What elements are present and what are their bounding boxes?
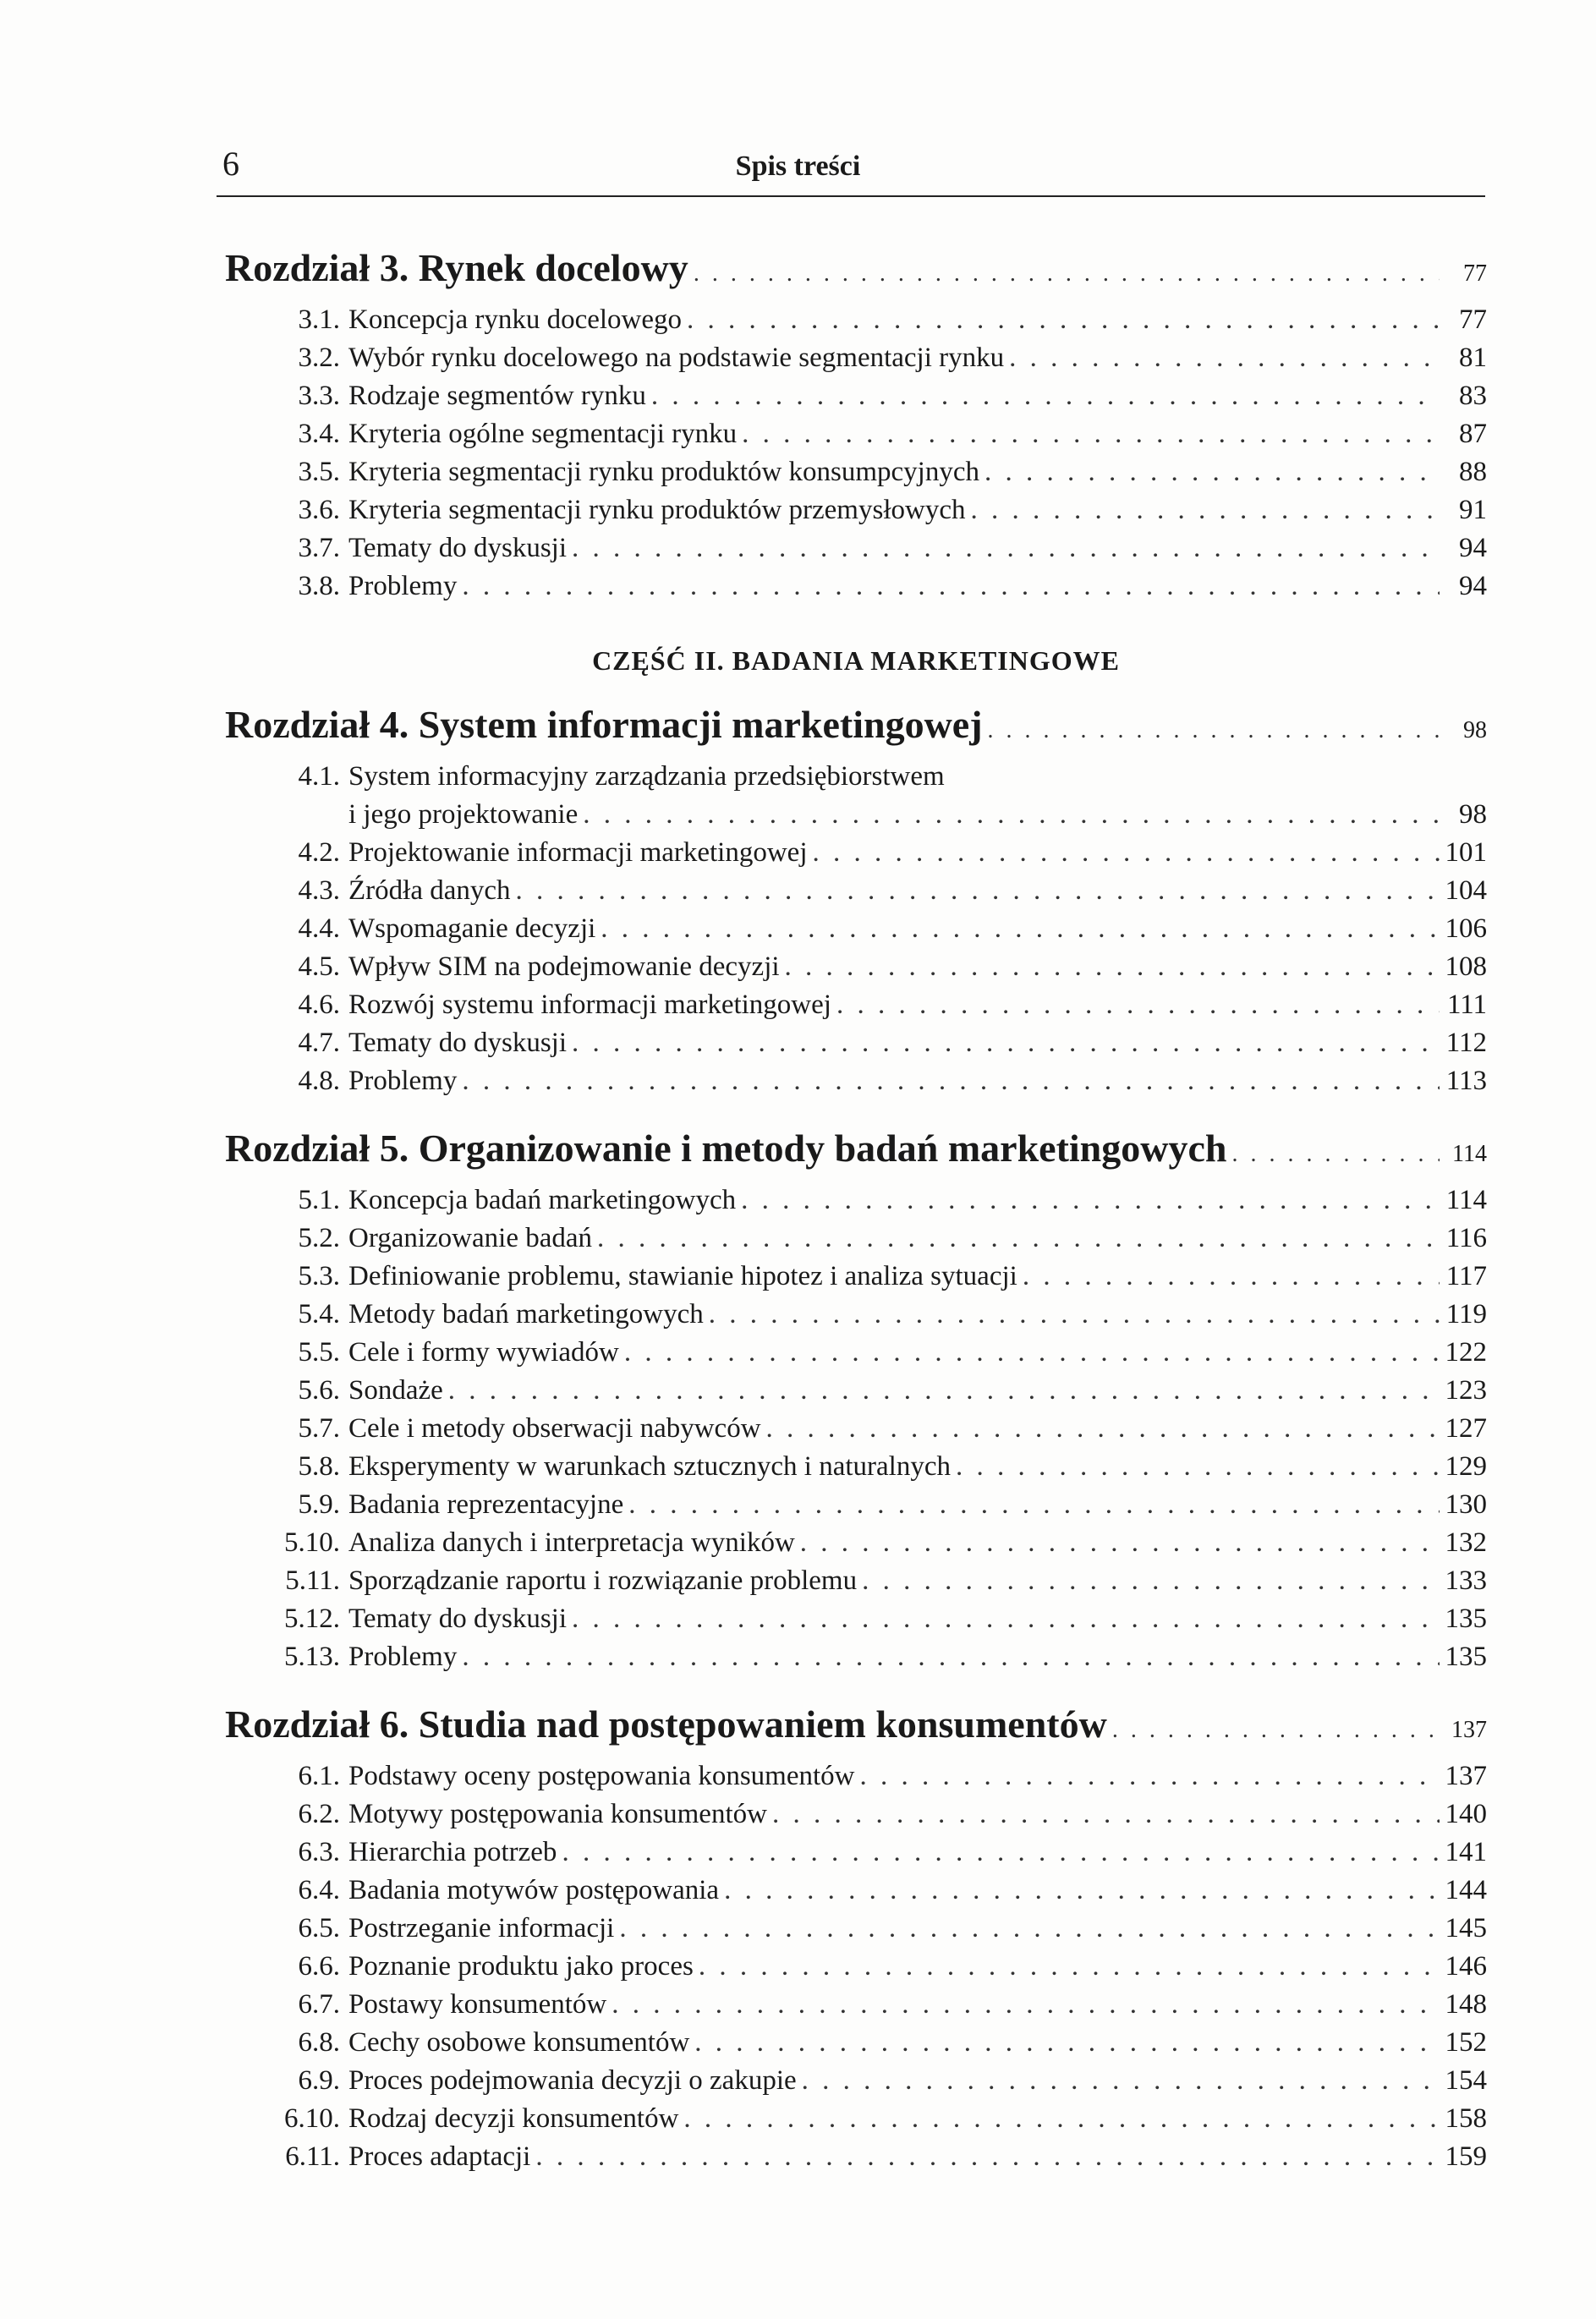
toc-entry [225,2141,1487,2179]
entry-title: Hierarchia potrzeb [348,1837,557,1867]
dot-leader [572,1028,1440,1059]
toc-entry [225,1951,1487,1989]
entry-title: Eksperymenty w warunkach sztucznych i naturalnych [348,1451,951,1482]
toc-entry [225,990,1487,1028]
entry-page: 94 [1459,533,1487,563]
entry-page: 106 [1445,913,1487,944]
dot-leader [802,2065,1440,2097]
entry-number: 5.2. [298,1223,340,1253]
entry-page: 158 [1445,2103,1487,2134]
entry-number: 5.10. [284,1527,340,1558]
toc-entry [225,1761,1487,1799]
entry-number: 4.8. [298,1066,340,1096]
entry-title: Proces adaptacji [348,2141,531,2172]
entry-title: Proces podejmowania decyzji o zakupie [348,2065,797,2096]
dot-leader [535,2141,1440,2173]
entry-number: 3.3. [298,381,340,411]
entry-title: Definiowanie problemu, stawianie hipotez i analiza sytuacji [348,1261,1017,1291]
entry-page: 130 [1445,1489,1487,1520]
entry-title: Tematy do dyskusji [348,1028,568,1058]
dot-leader [772,1799,1440,1830]
entry-page: 117 [1445,1261,1487,1291]
entry-number: 4.2. [298,837,340,868]
entry-page: 148 [1445,1989,1487,2020]
toc-entry [225,1799,1487,1837]
entry-number: 6.6. [298,1951,340,1982]
entry-number: 3.8. [298,571,340,601]
entry-number: 3.2. [298,343,340,373]
entry-page: 112 [1445,1028,1487,1058]
chapter-page: 114 [1452,1141,1487,1167]
chapter-title: Rozdział 6. Studia nad postępowaniem konsumentów [225,1702,1107,1746]
dot-leader [1009,343,1440,374]
entry-number: 6.11. [285,2141,340,2172]
entry-page: 91 [1459,495,1487,525]
table-of-contents [225,245,1487,2201]
toc-entry [225,2065,1487,2103]
entry-number: 6.3. [298,1837,340,1867]
entry-number: 5.5. [298,1337,340,1368]
toc-entry [225,951,1487,990]
entry-title: Sondaże [348,1375,443,1406]
toc-entry [225,1565,1487,1604]
dot-leader [624,1337,1440,1368]
toc-entry [225,1185,1487,1223]
toc-entry [225,381,1487,419]
dot-leader [572,1604,1440,1635]
chapter-5-block [225,1126,1487,1680]
toc-entry [225,343,1487,381]
entry-page: 94 [1459,571,1487,601]
entry-title: Kryteria ogólne segmentacji rynku [348,419,738,449]
entry-number: 5.1. [298,1185,340,1215]
entry-page: 135 [1445,1642,1487,1672]
entry-page: 114 [1445,1185,1487,1215]
dot-leader [597,1223,1440,1254]
dot-leader [462,571,1440,602]
entry-number: 6.10. [284,2103,340,2134]
entry-page: 133 [1445,1565,1487,1596]
dot-leader [448,1375,1440,1406]
entry-title: Rodzaj decyzji konsumentów [348,2103,679,2134]
dot-leader [742,419,1440,450]
header-rule [217,195,1485,197]
chapter-page: 77 [1463,260,1487,287]
dot-leader [1112,1717,1440,1744]
dot-leader [813,837,1440,869]
entry-title: Wybór rynku docelowego na podstawie segmentacji rynku [348,343,1005,373]
dot-leader [699,1951,1440,1982]
entry-page: 140 [1445,1799,1487,1829]
entry-title: Wspomaganie decyzji [348,913,596,944]
entry-number: 4.1. [298,761,340,792]
dot-leader [1023,1261,1440,1292]
entry-title: Rozwój systemu informacji marketingowej [348,990,831,1020]
toc-entry [225,913,1487,951]
entry-title: Problemy [348,571,458,601]
entry-page: 152 [1445,2027,1487,2058]
entry-page: 137 [1445,1761,1487,1791]
entry-number: 5.8. [298,1451,340,1482]
entry-page: 154 [1445,2065,1487,2096]
entry-page: 104 [1445,875,1487,906]
entry-number: 3.4. [298,419,340,449]
entry-title: Badania motywów postępowania [348,1875,720,1905]
dot-leader [683,2103,1440,2135]
entry-number: 3.1. [298,304,340,335]
entry-page: 123 [1445,1375,1487,1406]
entry-number: 5.3. [298,1261,340,1291]
entry-title: Analiza danych i interpretacja wyników [348,1527,795,1558]
entry-number: 5.6. [298,1375,340,1406]
entry-number: 5.9. [298,1489,340,1520]
entry-number: 6.2. [298,1799,340,1829]
entry-page: 77 [1459,304,1487,335]
dot-leader [694,260,1440,288]
running-title: Spis treści [735,151,861,182]
dot-leader [836,990,1440,1021]
entry-title: Sporządzanie raportu i rozwiązanie problemu [348,1565,858,1596]
entry-page: 98 [1459,799,1487,830]
entry-number: 4.6. [298,990,340,1020]
entry-page: 127 [1445,1413,1487,1444]
dot-leader [800,1527,1440,1559]
toc-entry [225,1604,1487,1642]
entry-page: 81 [1459,343,1487,373]
entry-number: 5.7. [298,1413,340,1444]
entry-page: 87 [1459,419,1487,449]
chapter-heading [225,1126,1487,1170]
entry-title: Koncepcja badań marketingowych [348,1185,737,1215]
page-number: 6 [222,145,239,183]
toc-entry-continuation [225,799,1487,837]
dot-leader [562,1837,1440,1868]
entry-page: 101 [1445,837,1487,868]
chapter-title: Rozdział 5. Organizowanie i metody badań marketingowych [225,1127,1227,1170]
entry-number: 4.4. [298,913,340,944]
entry-page: 144 [1445,1875,1487,1905]
toc-entry [225,457,1487,495]
dot-leader [956,1451,1440,1483]
toc-entry [225,1875,1487,1913]
toc-entry [225,419,1487,457]
dot-leader [984,457,1440,488]
toc-entry [225,1066,1487,1104]
entry-page: 146 [1445,1951,1487,1982]
entry-page: 141 [1445,1837,1487,1867]
dot-leader [516,875,1440,907]
toc-entry [225,571,1487,609]
entry-title: Cele i metody obserwacji nabywców [348,1413,761,1444]
toc-entry [225,1261,1487,1299]
entry-number: 5.12. [284,1604,340,1634]
entry-title: Cechy osobowe konsumentów [348,2027,690,2058]
entry-title: Postawy konsumentów [348,1989,607,2020]
dot-leader [860,1761,1440,1792]
entry-page: 135 [1445,1604,1487,1634]
toc-entry [225,495,1487,533]
entry-title: Postrzeganie informacji [348,1913,615,1943]
entry-title: Rodzaje segmentów rynku [348,381,646,411]
entry-number: 5.13. [284,1642,340,1672]
entry-number: 3.5. [298,457,340,487]
entry-title: Kryteria segmentacji rynku produktów konsumpcyjnych [348,457,979,487]
toc-entry [225,533,1487,571]
chapter-6-block [225,1702,1487,2179]
entry-number: 5.11. [285,1565,340,1596]
entry-title-continuation: i jego projektowanie [348,799,579,830]
entry-title: Koncepcja rynku docelowego [348,304,683,335]
entry-page: 113 [1445,1066,1487,1096]
chapter-heading [225,1702,1487,1746]
entry-page: 83 [1459,381,1487,411]
dot-leader [741,1185,1440,1216]
chapter-3-block [225,245,1487,609]
toc-entry [225,1375,1487,1413]
dot-leader [1231,1141,1440,1168]
dot-leader [724,1875,1440,1906]
entry-page: 129 [1445,1451,1487,1482]
dot-leader [628,1489,1440,1521]
dot-leader [572,533,1440,564]
entry-page: 132 [1445,1527,1487,1558]
entry-title: Metody badań marketingowych [348,1299,704,1329]
dot-leader [462,1642,1440,1673]
dot-leader [785,951,1440,983]
entry-title: Poznanie produktu jako proces [348,1951,694,1982]
entry-number: 4.5. [298,951,340,982]
entry-number: 6.5. [298,1913,340,1943]
toc-entry [225,1489,1487,1527]
toc-entry [225,1299,1487,1337]
dot-leader [766,1413,1440,1445]
entry-number: 4.3. [298,875,340,906]
dot-leader [988,717,1440,744]
entry-number: 3.6. [298,495,340,525]
entry-page: 122 [1445,1337,1487,1368]
entry-title: Wpływ SIM na podejmowanie decyzji [348,951,780,982]
entry-page: 88 [1459,457,1487,487]
toc-entry [225,1837,1487,1875]
toc-entry [225,2027,1487,2065]
entry-title: Podstawy oceny postępowania konsumentów [348,1761,855,1791]
dot-leader [694,2027,1440,2059]
dot-leader [862,1565,1440,1597]
entry-title: Organizowanie badań [348,1223,593,1253]
entry-title: Motywy postępowania konsumentów [348,1799,767,1829]
entry-title: Tematy do dyskusji [348,1604,568,1634]
entry-number: 3.7. [298,533,340,563]
entry-number: 6.4. [298,1875,340,1905]
dot-leader [687,304,1440,336]
dot-leader [970,495,1440,526]
entry-number: 5.4. [298,1299,340,1329]
entry-number: 6.7. [298,1989,340,2020]
chapter-page: 137 [1451,1717,1487,1743]
toc-entry [225,761,1487,799]
toc-entry [225,1337,1487,1375]
chapter-title: Rozdział 4. System informacji marketingowej [225,703,983,746]
dot-leader [651,381,1440,412]
entry-number: 6.1. [298,1761,340,1791]
entry-page: 145 [1445,1913,1487,1943]
chapter-title: Rozdział 3. Rynek docelowy [225,246,688,289]
toc-entry [225,1451,1487,1489]
toc-entry [225,2103,1487,2141]
dot-leader [619,1913,1440,1944]
toc-entry [225,304,1487,343]
toc-entry [225,1642,1487,1680]
entry-title: Projektowanie informacji marketingowej [348,837,808,868]
part-heading: CZĘŚĆ II. BADANIA MARKETINGOWE [592,644,1120,676]
dot-leader [583,799,1440,831]
entry-title: Cele i formy wywiadów [348,1337,619,1368]
dot-leader [601,913,1440,945]
toc-entry [225,1989,1487,2027]
toc-entry [225,1527,1487,1565]
entry-title: Źródła danych [348,875,511,906]
toc-entry [225,1913,1487,1951]
toc-entry [225,837,1487,875]
entry-page: 159 [1445,2141,1487,2172]
chapter-heading [225,245,1487,289]
toc-entry [225,1223,1487,1261]
entry-page: 116 [1445,1223,1487,1253]
entry-title: Kryteria segmentacji rynku produktów przemysłowych [348,495,966,525]
dot-leader [709,1299,1440,1330]
chapter-heading [225,702,1487,746]
dot-leader [612,1989,1440,2020]
entry-title: Tematy do dyskusji [348,533,568,563]
entry-title: System informacyjny zarządzania przedsiębiorstwem [348,761,945,792]
chapter-4-block [225,702,1487,1104]
toc-entry [225,875,1487,913]
toc-entry [225,1413,1487,1451]
entry-number: 6.8. [298,2027,340,2058]
entry-title: Problemy [348,1066,458,1096]
chapter-page: 98 [1463,717,1487,743]
dot-leader [462,1066,1440,1097]
entry-number: 6.9. [298,2065,340,2096]
entry-page: 111 [1446,990,1487,1020]
entry-page: 119 [1445,1299,1487,1329]
entry-page: 108 [1445,951,1487,982]
toc-entry [225,1028,1487,1066]
entry-title: Problemy [348,1642,458,1672]
entry-number: 4.7. [298,1028,340,1058]
entry-title: Badania reprezentacyjne [348,1489,624,1520]
